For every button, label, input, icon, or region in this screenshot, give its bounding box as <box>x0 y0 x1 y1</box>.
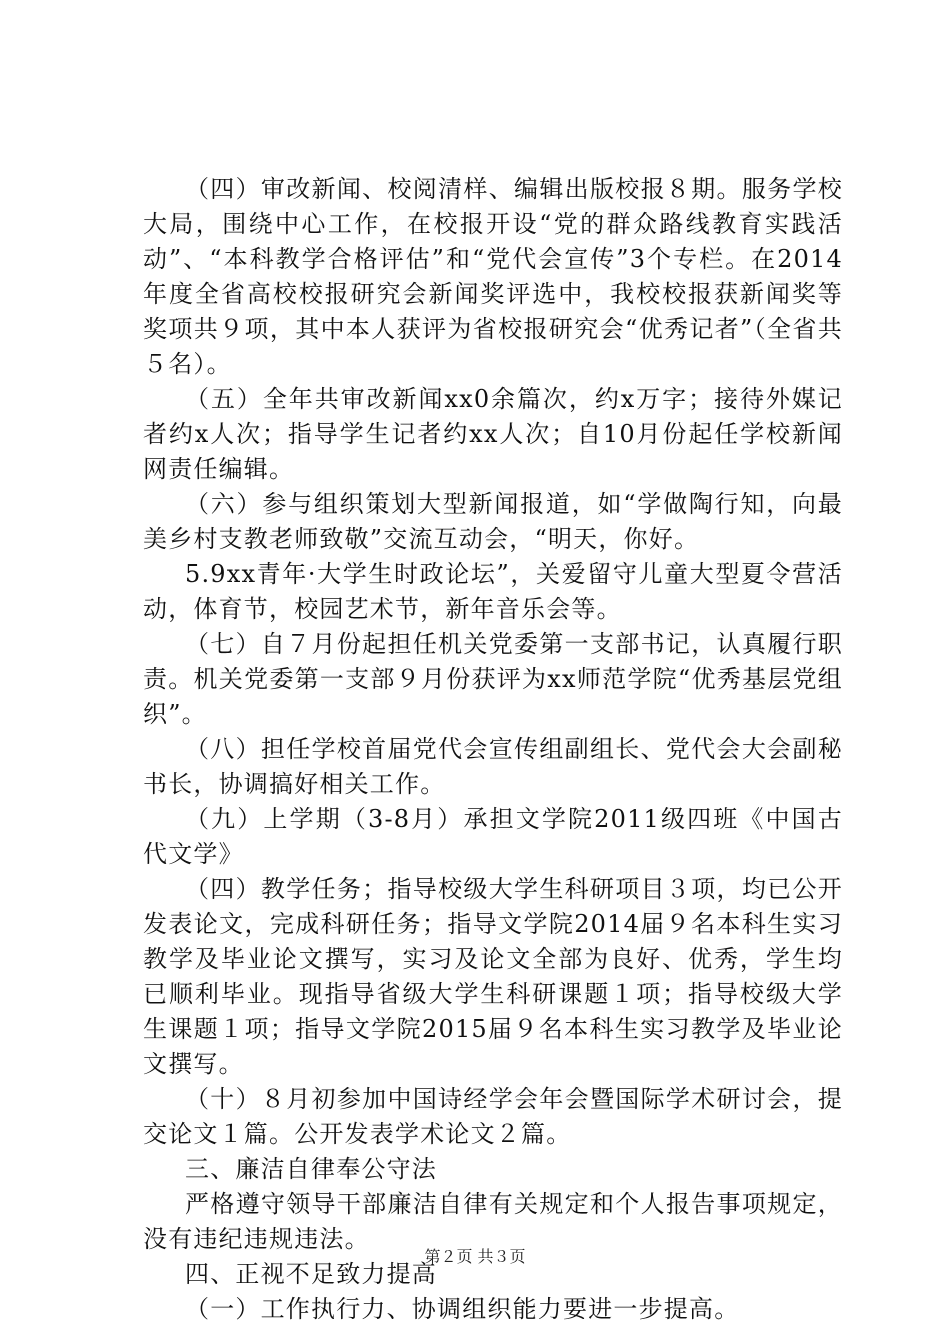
paragraph-10-conference: （十）８月初参加中国诗经学会年会暨国际学术研讨会，提交论文１篇。公开发表学术论文２篇。 <box>143 1085 843 1148</box>
section-heading-integrity: 三、廉洁自律奉公守法 <box>185 1155 437 1183</box>
paragraph-integrity: 严格遵守领导干部廉洁自律有关规定和个人报告事项规定，没有违纪违规违法。 <box>143 1190 843 1253</box>
paragraph-8-congress-role: （八）担任学校首届党代会宣传组副组长、党代会大会副秘书长，协调搞好相关工作。 <box>143 735 843 798</box>
paragraph-shortcoming-1: （一）工作执行力、协调组织能力要进一步提高。 <box>185 1295 740 1323</box>
paragraph-4-news-editing: （四）审改新闻、校阅清样、编辑出版校报８期。服务学校大局，围绕中心工作，在校报开设“党的群众路线教育实践活动”、“本科教学合格评估”和“党代会宣传”3个专栏。在2014年度全省高校校报研究会新闻奖评选中，我校校报获新闻奖等奖项共９项，其中本人获评为省校报研究会“优秀记者”（全省共５名）。 <box>143 175 843 378</box>
section-heading-shortcomings: 四、正视不足致力提高 <box>185 1260 437 1288</box>
paragraph-9-teaching: （九）上学期（3-8月）承担文学院2011级四班《中国古代文学》 <box>143 805 843 868</box>
paragraph-6-event-planning: （六）参与组织策划大型新闻报道，如“学做陶行知，向最美乡村支教老师致敬”交流互动会，“明天，你好。 <box>143 490 843 553</box>
page-number-footer: 第２页 共３页 <box>424 1247 526 1266</box>
document-body <box>143 172 843 1327</box>
paragraph-5-news-count: （五）全年共审改新闻xx0余篇次，约x万字；接待外媒记者约x人次；指导学生记者约xx人次；自10月份起任学校新闻网责任编辑。 <box>143 385 843 483</box>
paragraph-forum-activities: 5.9xx青年·大学生时政论坛”，关爱留守儿童大型夏令营活动，体育节，校园艺术节，新年音乐会等。 <box>143 560 843 623</box>
paragraph-teaching-tasks: （四）教学任务；指导校级大学生科研项目３项，均已公开发表论文，完成科研任务；指导文学院2014届９名本科生实习教学及毕业论文撰写，实习及论文全部为良好、优秀，学生均已顺利毕业。现指导省级大学生科研课题１项；指导校级大学生课题１项；指导文学院2015届９名本科生实习教学及毕业论文撰写。 <box>143 875 843 1078</box>
paragraph-7-party-branch: （七）自７月份起担任机关党委第一支部书记，认真履行职责。机关党委第一支部９月份获评为xx师范学院“优秀基层党组织”。 <box>143 630 843 728</box>
